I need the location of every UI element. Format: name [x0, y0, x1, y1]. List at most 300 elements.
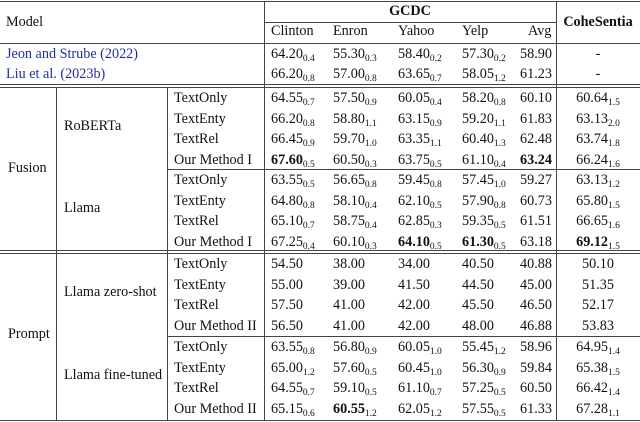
cell-value: 59.45	[398, 172, 430, 188]
cell-value: 57.55	[462, 400, 494, 417]
cell-enron	[333, 88, 377, 108]
cell-std: 0.8	[364, 180, 377, 190]
cell-clinton	[271, 109, 315, 129]
cell-std: 1.1	[608, 408, 620, 419]
cell-avg	[520, 170, 552, 190]
cell-std: 0.5	[429, 159, 442, 170]
cell-value: 65.10	[271, 213, 303, 229]
method-label: Our Method I	[174, 151, 253, 168]
cell-std: 1.4	[608, 388, 620, 398]
cell-yelp	[462, 399, 506, 419]
cell-std: 0.5	[302, 180, 315, 190]
cell-value: 60.73	[520, 192, 552, 209]
cell-value: 63.55	[271, 172, 303, 188]
cell-clinton	[271, 129, 315, 149]
cell-std: 1.5	[608, 241, 620, 252]
cell-std: 1.0	[429, 347, 442, 357]
cell-value: 65.00	[271, 359, 303, 376]
cell-enron	[333, 232, 377, 252]
cell-value: 57.00	[333, 66, 365, 82]
cell-enron	[333, 211, 377, 231]
cell-avg	[520, 295, 552, 315]
cell-yahoo	[398, 358, 442, 378]
cell-value: 64.80	[271, 192, 303, 209]
cell-enron	[333, 129, 377, 149]
cell-value: 58.80	[333, 110, 365, 127]
cell-cohesentia	[556, 358, 640, 378]
cell-yahoo	[398, 150, 442, 170]
cell-std: 0.3	[364, 241, 377, 252]
cell-value: 58.75	[333, 213, 365, 229]
cell-clinton	[271, 44, 315, 64]
cell-std: 0.9	[364, 98, 377, 108]
cell-value: 61.83	[520, 110, 552, 127]
cell-value: 66.20	[271, 110, 303, 127]
cell-value: 64.55	[271, 380, 303, 396]
cell-value: 64.20	[271, 46, 303, 62]
cell-clinton	[271, 337, 315, 357]
cell-enron	[333, 191, 377, 211]
cell-value: 69.12	[576, 233, 609, 250]
cell-std: 0.4	[364, 200, 377, 211]
cell-std: 0.5	[493, 388, 506, 398]
cell-yahoo	[398, 275, 430, 295]
cell-clinton	[271, 316, 303, 336]
cell-yahoo	[398, 399, 442, 419]
cell-std: 0.9	[302, 139, 315, 149]
cell-std: 0.8	[302, 118, 315, 129]
cell-std: 1.0	[364, 139, 377, 149]
cell-yahoo	[398, 211, 442, 231]
cell-std: 0.2	[493, 54, 506, 64]
cell-yelp	[462, 211, 506, 231]
cell-std: 0.5	[364, 367, 377, 378]
cell-avg	[520, 129, 552, 149]
method-label: TextEnty	[174, 359, 226, 376]
cell-std: 0.8	[493, 98, 506, 108]
method-label: TextEnty	[174, 110, 226, 127]
cell-std: 0.8	[302, 347, 315, 357]
cell-cohesentia	[556, 211, 640, 231]
method-label: TextRel	[174, 380, 219, 396]
cell-clinton	[271, 232, 315, 252]
cell-value: 66.20	[271, 66, 303, 82]
cell-value: 63.18	[520, 233, 552, 250]
cell-value: 63.24	[520, 151, 552, 168]
cell-value: 58.20	[462, 90, 494, 106]
cell-avg	[520, 316, 552, 336]
cell-std: 1.6	[608, 221, 620, 231]
cell-value: 44.50	[462, 276, 494, 293]
cell-value: 40.88	[520, 256, 552, 272]
header-col-yelp: Yelp	[462, 23, 489, 39]
cell-cohesentia	[556, 399, 640, 419]
cell-value: 41.50	[398, 276, 430, 293]
cell-std: 1.1	[364, 118, 377, 129]
cell-std: 2.0	[608, 118, 620, 129]
cell-value: 62.48	[520, 131, 552, 147]
cell-value: 34.00	[398, 256, 430, 272]
cell-value: 66.42	[576, 380, 609, 396]
header-col-avg: Avg	[528, 23, 552, 39]
cell-value: 59.70	[333, 131, 365, 147]
cell-std: 1.1	[429, 139, 442, 149]
cell-cohesentia	[556, 232, 640, 252]
cell-std: 0.5	[364, 388, 377, 398]
method-label: TextEnty	[174, 192, 226, 209]
cell-avg	[520, 254, 552, 274]
cell-value: 58.96	[520, 339, 552, 355]
cell-value: 63.74	[576, 131, 609, 147]
cell-value: 56.80	[333, 339, 365, 355]
cell-yelp	[462, 191, 506, 211]
cell-std: 1.6	[608, 159, 620, 170]
cell-std: 1.1	[493, 118, 506, 129]
cell-yelp	[462, 64, 506, 84]
cell-value: 64.55	[271, 90, 303, 106]
cell-value: 42.00	[398, 297, 430, 313]
cell-avg	[520, 275, 552, 295]
cell-enron	[333, 170, 377, 190]
cell-cohesentia	[556, 254, 640, 274]
cell-yelp	[462, 129, 506, 149]
cell-avg	[520, 399, 552, 419]
cell-avg	[520, 150, 552, 170]
method-label: Our Method II	[174, 317, 257, 334]
cell-std: 1.2	[302, 367, 315, 378]
cell-enron	[333, 150, 377, 170]
cell-enron	[333, 399, 377, 419]
cell-value: 60.55	[333, 400, 365, 417]
cell-enron	[333, 295, 365, 315]
cell-yahoo	[398, 295, 430, 315]
cell-std: 0.3	[429, 221, 442, 231]
cell-value: 56.65	[333, 172, 365, 188]
cell-value: 53.83	[582, 317, 614, 334]
cell-value: 45.00	[520, 276, 552, 293]
header-cohesentia: CoheSentia	[563, 14, 633, 30]
cell-avg	[520, 109, 552, 129]
cell-value: -	[595, 46, 601, 62]
cell-std: 1.2	[364, 408, 377, 419]
cell-value: 54.50	[271, 256, 303, 272]
header-gcdc: GCDC	[389, 3, 431, 19]
cell-value: 58.10	[333, 192, 365, 209]
cell-std: 1.0	[429, 367, 442, 378]
cell-std: 1.4	[608, 347, 620, 357]
cell-value: 50.10	[582, 256, 614, 272]
cell-value: 61.33	[520, 400, 552, 417]
cell-value: 67.28	[576, 400, 609, 417]
method-label: TextOnly	[174, 90, 228, 106]
cell-std: 0.9	[493, 367, 506, 378]
cell-yelp	[462, 378, 506, 398]
cell-std: 0.5	[302, 159, 315, 170]
cell-avg	[520, 88, 552, 108]
cell-value: 67.60	[271, 151, 303, 168]
cell-std: 0.5	[429, 241, 442, 252]
cell-value: 58.90	[520, 46, 552, 62]
cell-enron	[333, 64, 377, 84]
cell-yelp	[462, 295, 494, 315]
cell-value: 60.45	[398, 359, 430, 376]
cell-std: 1.2	[493, 347, 506, 357]
cell-value: 62.10	[398, 192, 430, 209]
cell-value: 60.50	[520, 380, 552, 396]
baseline-rule-1	[0, 84, 640, 85]
method-label: TextRel	[174, 131, 219, 147]
cell-value: 41.00	[333, 317, 365, 334]
cell-yahoo	[398, 109, 442, 129]
cell-value: 61.10	[462, 151, 494, 168]
cell-yelp	[462, 316, 494, 336]
cell-clinton	[271, 150, 315, 170]
cell-value: 66.65	[576, 213, 609, 229]
col-divider-section	[56, 87, 57, 420]
cell-avg	[520, 44, 552, 64]
cell-std: 0.8	[302, 74, 315, 84]
cell-value: 46.50	[520, 297, 552, 313]
cell-value: 61.10	[398, 380, 430, 396]
cell-value: 63.75	[398, 151, 430, 168]
cell-std: 0.7	[429, 388, 442, 398]
cell-std: 1.8	[608, 139, 620, 149]
cell-value: 57.50	[271, 297, 303, 313]
cell-yahoo	[398, 64, 442, 84]
cell-value: 63.15	[398, 110, 430, 127]
cell-value: 61.51	[520, 213, 552, 229]
cell-cohesentia	[556, 129, 640, 149]
method-label: TextOnly	[174, 339, 228, 355]
cell-value: 66.45	[271, 131, 303, 147]
method-label: TextOnly	[174, 256, 228, 272]
group-label: RoBERTa	[64, 118, 122, 134]
cell-std: 0.8	[302, 200, 315, 211]
cell-value: 57.45	[462, 172, 494, 188]
cell-value: 64.10	[398, 233, 430, 250]
cell-value: 61.30	[462, 233, 494, 250]
cell-std: 1.3	[493, 139, 506, 149]
cell-value: 63.55	[271, 339, 303, 355]
cell-std: 0.8	[364, 74, 377, 84]
cell-cohesentia	[556, 170, 640, 190]
cell-yahoo	[398, 254, 430, 274]
cell-std: 0.7	[302, 388, 315, 398]
cell-avg	[520, 378, 552, 398]
cell-avg	[520, 64, 552, 84]
col-divider-gcdc	[264, 1, 265, 421]
cell-std: 0.7	[302, 221, 315, 231]
cell-std: 0.5	[429, 200, 442, 211]
cell-yelp	[462, 275, 494, 295]
cell-std: 0.3	[364, 159, 377, 170]
cell-yahoo	[398, 44, 442, 64]
cell-clinton	[271, 64, 315, 84]
cell-std: 0.4	[302, 54, 315, 64]
cell-value: 60.50	[333, 151, 365, 168]
cell-clinton	[271, 211, 315, 231]
cell-enron	[333, 275, 365, 295]
cell-yelp	[462, 337, 506, 357]
cell-yahoo	[398, 129, 442, 149]
cell-std: 0.2	[429, 54, 442, 64]
baseline-citation-link[interactable]: Jeon and Strube (2022)	[6, 46, 138, 62]
cell-std: 1.2	[608, 180, 620, 190]
cell-value: 61.23	[520, 66, 552, 82]
cell-value: 59.84	[520, 359, 552, 376]
cell-enron	[333, 316, 365, 336]
cell-yelp	[462, 44, 506, 64]
cell-std: 1.5	[608, 200, 620, 211]
col-divider-group	[167, 87, 168, 420]
cell-value: 63.13	[576, 110, 609, 127]
cell-clinton	[271, 275, 303, 295]
cell-avg	[520, 337, 552, 357]
cell-value: 56.50	[271, 317, 303, 334]
cell-value: 56.30	[462, 359, 494, 376]
cell-value: 38.00	[333, 256, 365, 272]
cell-yahoo	[398, 337, 442, 357]
cell-yelp	[462, 232, 506, 252]
cell-value: 57.30	[462, 46, 494, 62]
header-col-yahoo: Yahoo	[398, 23, 435, 39]
cell-avg	[520, 358, 552, 378]
cell-std: 0.7	[429, 74, 442, 84]
cell-std: 0.4	[493, 159, 506, 170]
cell-std: 0.9	[429, 118, 442, 129]
cell-value: 57.50	[333, 90, 365, 106]
cell-value: 40.50	[462, 256, 494, 272]
cell-yahoo	[398, 88, 442, 108]
cell-enron	[333, 109, 377, 129]
cell-cohesentia	[556, 275, 640, 295]
cell-avg	[520, 232, 552, 252]
cell-std: 0.8	[429, 180, 442, 190]
baseline-citation-link[interactable]: Liu et al. (2023b)	[6, 66, 106, 82]
cell-clinton	[271, 254, 303, 274]
cell-std: 1.5	[608, 367, 620, 378]
cell-value: 39.00	[333, 276, 365, 293]
cell-value: 57.90	[462, 192, 494, 209]
cell-std: 0.4	[364, 221, 377, 231]
cell-cohesentia	[556, 150, 640, 170]
cell-value: 45.50	[462, 297, 494, 313]
cell-clinton	[271, 378, 315, 398]
cell-yelp	[462, 109, 506, 129]
cell-std: 1.2	[493, 74, 506, 84]
cell-cohesentia	[556, 295, 640, 315]
group-label: Llama fine-tuned	[64, 367, 163, 383]
cell-cohesentia	[556, 88, 640, 108]
cell-value: 46.88	[520, 317, 552, 334]
cell-value: 60.64	[576, 90, 609, 106]
cell-enron	[333, 358, 377, 378]
cell-value: 41.00	[333, 297, 365, 313]
cell-value: 55.45	[462, 339, 494, 355]
header-model: Model	[6, 14, 44, 30]
cell-std: 0.4	[302, 241, 315, 252]
cell-value: 60.40	[462, 131, 494, 147]
cell-yelp	[462, 170, 506, 190]
cell-yelp	[462, 358, 506, 378]
method-label: TextOnly	[174, 172, 228, 188]
cell-std: 0.8	[493, 200, 506, 211]
cell-value: 59.10	[333, 380, 365, 396]
cell-value: 57.60	[333, 359, 365, 376]
cell-yahoo	[398, 232, 442, 252]
cell-clinton	[271, 399, 315, 419]
cell-value: 55.30	[333, 46, 365, 62]
cell-value: 60.05	[398, 339, 430, 355]
cell-value: 59.35	[462, 213, 494, 229]
cell-avg	[520, 211, 552, 231]
cell-cohesentia	[556, 191, 640, 211]
cell-yelp	[462, 88, 506, 108]
cell-value: 55.00	[271, 276, 303, 293]
cell-std: 0.7	[302, 98, 315, 108]
cell-clinton	[271, 295, 303, 315]
cell-value: 58.05	[462, 66, 494, 82]
cell-value: 48.00	[462, 317, 494, 334]
cell-cohesentia	[556, 64, 640, 84]
cell-yahoo	[398, 170, 442, 190]
cell-enron	[333, 254, 365, 274]
cell-std: 0.3	[364, 54, 377, 64]
cell-cohesentia	[556, 337, 640, 357]
cell-clinton	[271, 358, 315, 378]
method-label: Our Method I	[174, 233, 253, 250]
cell-yelp	[462, 150, 506, 170]
header-col-clinton: Clinton	[271, 23, 314, 39]
cell-value: 67.25	[271, 233, 303, 250]
cell-value: 63.13	[576, 172, 609, 188]
cell-yahoo	[398, 378, 442, 398]
cell-value: 65.15	[271, 400, 303, 417]
cell-value: -	[595, 66, 601, 82]
cell-enron	[333, 378, 377, 398]
cell-cohesentia	[556, 109, 640, 129]
cell-value: 62.05	[398, 400, 430, 417]
cell-cohesentia	[556, 378, 640, 398]
section-label-prompt: Prompt	[8, 326, 50, 342]
cell-value: 60.10	[520, 90, 552, 106]
cell-avg	[520, 191, 552, 211]
group-label: Llama	[64, 200, 101, 216]
cell-yelp	[462, 254, 494, 274]
method-label: TextEnty	[174, 276, 226, 293]
section-label-fusion: Fusion	[8, 160, 47, 176]
method-label: TextRel	[174, 297, 219, 313]
cell-value: 62.85	[398, 213, 430, 229]
cell-value: 59.20	[462, 110, 494, 127]
cell-enron	[333, 337, 377, 357]
method-label: TextRel	[174, 213, 219, 229]
cell-std: 0.5	[493, 408, 506, 419]
header-col-enron: Enron	[333, 23, 368, 39]
cell-value: 65.38	[576, 359, 609, 376]
cell-clinton	[271, 88, 315, 108]
cell-value: 63.65	[398, 66, 430, 82]
cell-value: 57.25	[462, 380, 494, 396]
cell-value: 64.95	[576, 339, 609, 355]
cell-value: 66.24	[576, 151, 609, 168]
bottom-rule	[0, 420, 640, 421]
method-label: Our Method II	[174, 400, 257, 417]
cell-std: 0.6	[302, 408, 315, 419]
cell-yahoo	[398, 191, 442, 211]
cell-value: 60.05	[398, 90, 430, 106]
group-label: Llama zero-shot	[64, 284, 157, 300]
